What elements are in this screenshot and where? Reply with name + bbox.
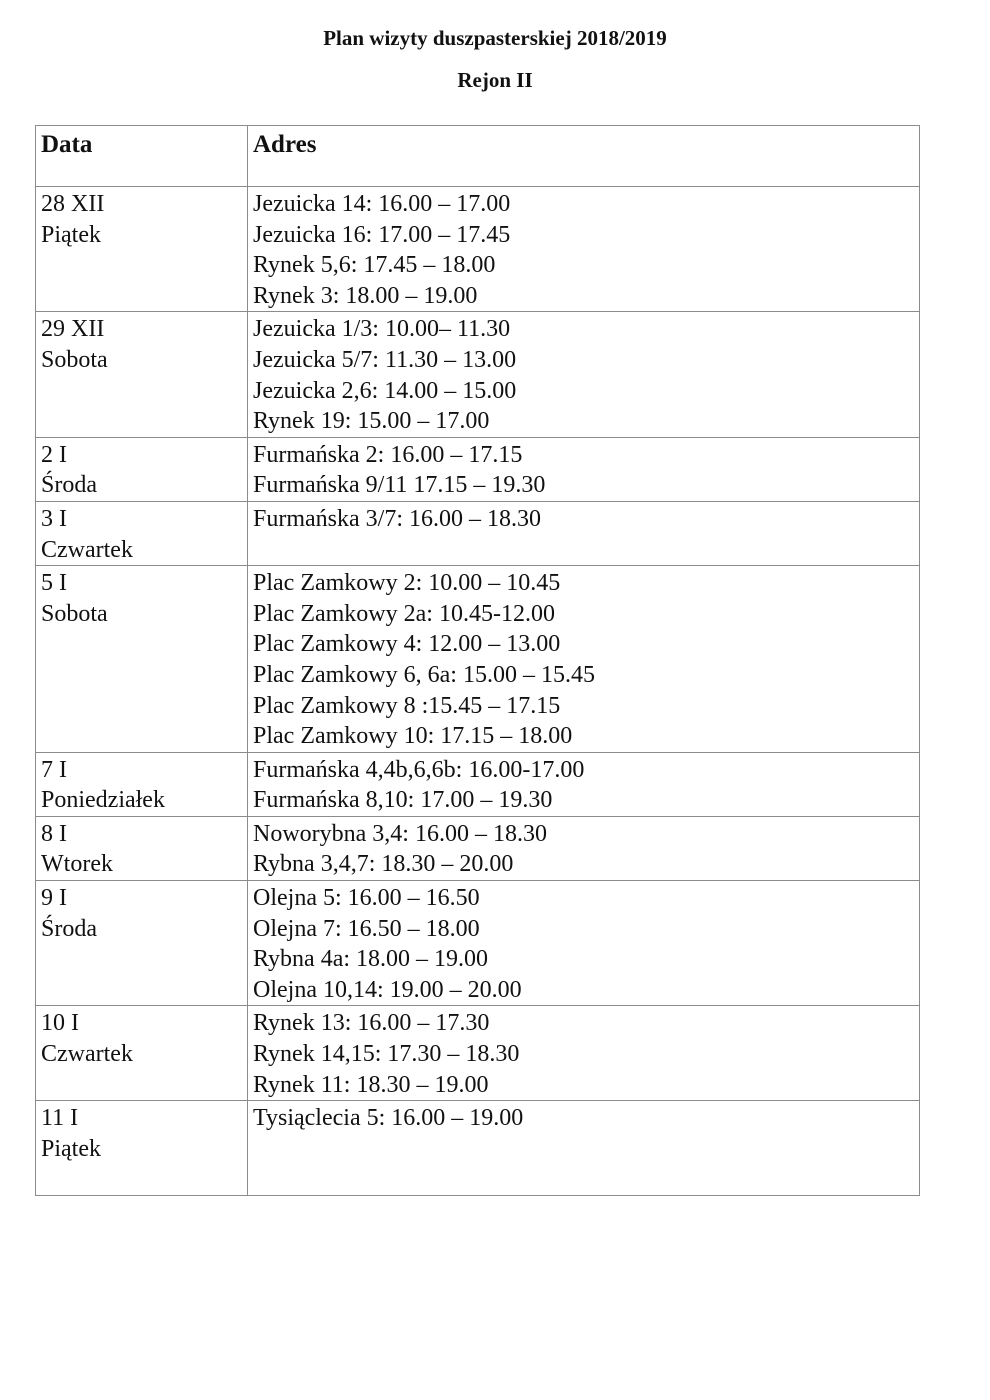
visit-weekday: Piątek bbox=[41, 221, 101, 248]
table-row bbox=[36, 501, 920, 565]
visit-weekday: Czwartek bbox=[41, 1041, 133, 1068]
address-entry: Furmańska 4,4b,6,6b: 16.00-17.00 bbox=[253, 756, 585, 783]
date-cell bbox=[36, 187, 248, 312]
date-cell bbox=[36, 1101, 248, 1196]
address-cell bbox=[248, 566, 920, 753]
visit-date: 29 XII bbox=[41, 316, 105, 343]
address-entry: Jezuicka 16: 17.00 – 17.45 bbox=[253, 221, 511, 248]
table-row bbox=[36, 566, 920, 753]
address-entry: Olejna 5: 16.00 – 16.50 bbox=[253, 885, 480, 912]
address-entry: Rynek 11: 18.30 – 19.00 bbox=[253, 1071, 489, 1098]
address-entry: Furmańska 9/11 17.15 – 19.30 bbox=[253, 472, 546, 499]
table-header-row bbox=[36, 126, 920, 187]
address-entry: Furmańska 3/7: 16.00 – 18.30 bbox=[253, 505, 541, 532]
date-cell bbox=[36, 1006, 248, 1101]
date-cell bbox=[36, 816, 248, 880]
column-header-date: Data bbox=[36, 126, 248, 187]
table-row bbox=[36, 1101, 920, 1196]
document-title: Plan wizyty duszpasterskiej 2018/2019 bbox=[323, 26, 667, 50]
visit-date: 9 I bbox=[41, 885, 67, 912]
visit-weekday: Środa bbox=[41, 915, 97, 942]
visit-date: 8 I bbox=[41, 820, 67, 847]
address-cell bbox=[248, 816, 920, 880]
address-entry: Rynek 13: 16.00 – 17.30 bbox=[253, 1010, 490, 1037]
address-entry: Rynek 3: 18.00 – 19.00 bbox=[253, 282, 478, 309]
address-entry: Jezuicka 14: 16.00 – 17.00 bbox=[253, 191, 511, 217]
table-row bbox=[36, 312, 920, 437]
visit-date: 7 I bbox=[41, 756, 67, 783]
address-entry: Plac Zamkowy 10: 17.15 – 18.00 bbox=[253, 723, 573, 750]
visit-date: 28 XII bbox=[41, 191, 105, 217]
visit-weekday: Poniedziałek bbox=[41, 787, 165, 814]
address-entry: Rybna 4a: 18.00 – 19.00 bbox=[253, 946, 489, 973]
address-cell bbox=[248, 312, 920, 437]
address-entry: Olejna 10,14: 19.00 – 20.00 bbox=[253, 976, 522, 1003]
address-cell bbox=[248, 881, 920, 1006]
address-entry: Jezuicka 5/7: 11.30 – 13.00 bbox=[253, 346, 517, 373]
document-subtitle: Rejon II bbox=[457, 68, 533, 92]
address-entry: Jezuicka 2,6: 14.00 – 15.00 bbox=[253, 377, 517, 404]
visit-date: 3 I bbox=[41, 505, 67, 532]
table-row bbox=[36, 752, 920, 816]
date-cell bbox=[36, 437, 248, 501]
address-entry: Furmańska 2: 16.00 – 17.15 bbox=[253, 441, 523, 468]
table-row bbox=[36, 187, 920, 312]
address-cell bbox=[248, 187, 920, 312]
date-cell bbox=[36, 881, 248, 1006]
visit-weekday: Piątek bbox=[41, 1135, 101, 1162]
visit-date: 10 I bbox=[41, 1010, 79, 1037]
address-entry: Rynek 19: 15.00 – 17.00 bbox=[253, 408, 490, 435]
table-row bbox=[36, 437, 920, 501]
visit-date: 5 I bbox=[41, 570, 67, 597]
visit-date: 11 I bbox=[41, 1105, 79, 1132]
address-entry: Plac Zamkowy 2: 10.00 – 10.45 bbox=[253, 570, 561, 597]
address-entry: Plac Zamkowy 8 :15.45 – 17.15 bbox=[253, 692, 561, 719]
visit-weekday: Sobota bbox=[41, 600, 108, 627]
column-header-address: Adres bbox=[248, 126, 920, 187]
date-cell bbox=[36, 312, 248, 437]
address-entry: Olejna 7: 16.50 – 18.00 bbox=[253, 915, 480, 942]
date-cell bbox=[36, 752, 248, 816]
date-cell bbox=[36, 501, 248, 565]
table-row bbox=[36, 881, 920, 1006]
address-cell bbox=[248, 752, 920, 816]
address-cell bbox=[248, 1006, 920, 1101]
table-row bbox=[36, 816, 920, 880]
address-cell bbox=[248, 437, 920, 501]
address-entry: Plac Zamkowy 4: 12.00 – 13.00 bbox=[253, 631, 561, 658]
address-entry: Furmańska 8,10: 17.00 – 19.30 bbox=[253, 787, 553, 814]
visit-weekday: Wtorek bbox=[41, 851, 113, 878]
address-entry: Plac Zamkowy 6, 6a: 15.00 – 15.45 bbox=[253, 661, 595, 688]
visit-schedule-table bbox=[35, 125, 920, 1196]
visit-weekday: Czwartek bbox=[41, 536, 133, 563]
date-cell bbox=[36, 566, 248, 753]
address-entry: Tysiąclecia 5: 16.00 – 19.00 bbox=[253, 1105, 524, 1132]
address-entry: Noworybna 3,4: 16.00 – 18.30 bbox=[253, 820, 547, 847]
address-cell bbox=[248, 501, 920, 565]
visit-weekday: Sobota bbox=[41, 346, 108, 373]
address-entry: Rybna 3,4,7: 18.30 – 20.00 bbox=[253, 851, 514, 878]
visit-date: 2 I bbox=[41, 441, 67, 468]
address-entry: Rynek 5,6: 17.45 – 18.00 bbox=[253, 252, 496, 279]
address-entry: Rynek 14,15: 17.30 – 18.30 bbox=[253, 1041, 520, 1068]
table-row bbox=[36, 1006, 920, 1101]
visit-weekday: Środa bbox=[41, 472, 97, 499]
address-cell bbox=[248, 1101, 920, 1196]
address-entry: Plac Zamkowy 2a: 10.45-12.00 bbox=[253, 600, 555, 627]
address-entry: Jezuicka 1/3: 10.00– 11.30 bbox=[253, 316, 511, 343]
table-body bbox=[36, 187, 920, 1196]
